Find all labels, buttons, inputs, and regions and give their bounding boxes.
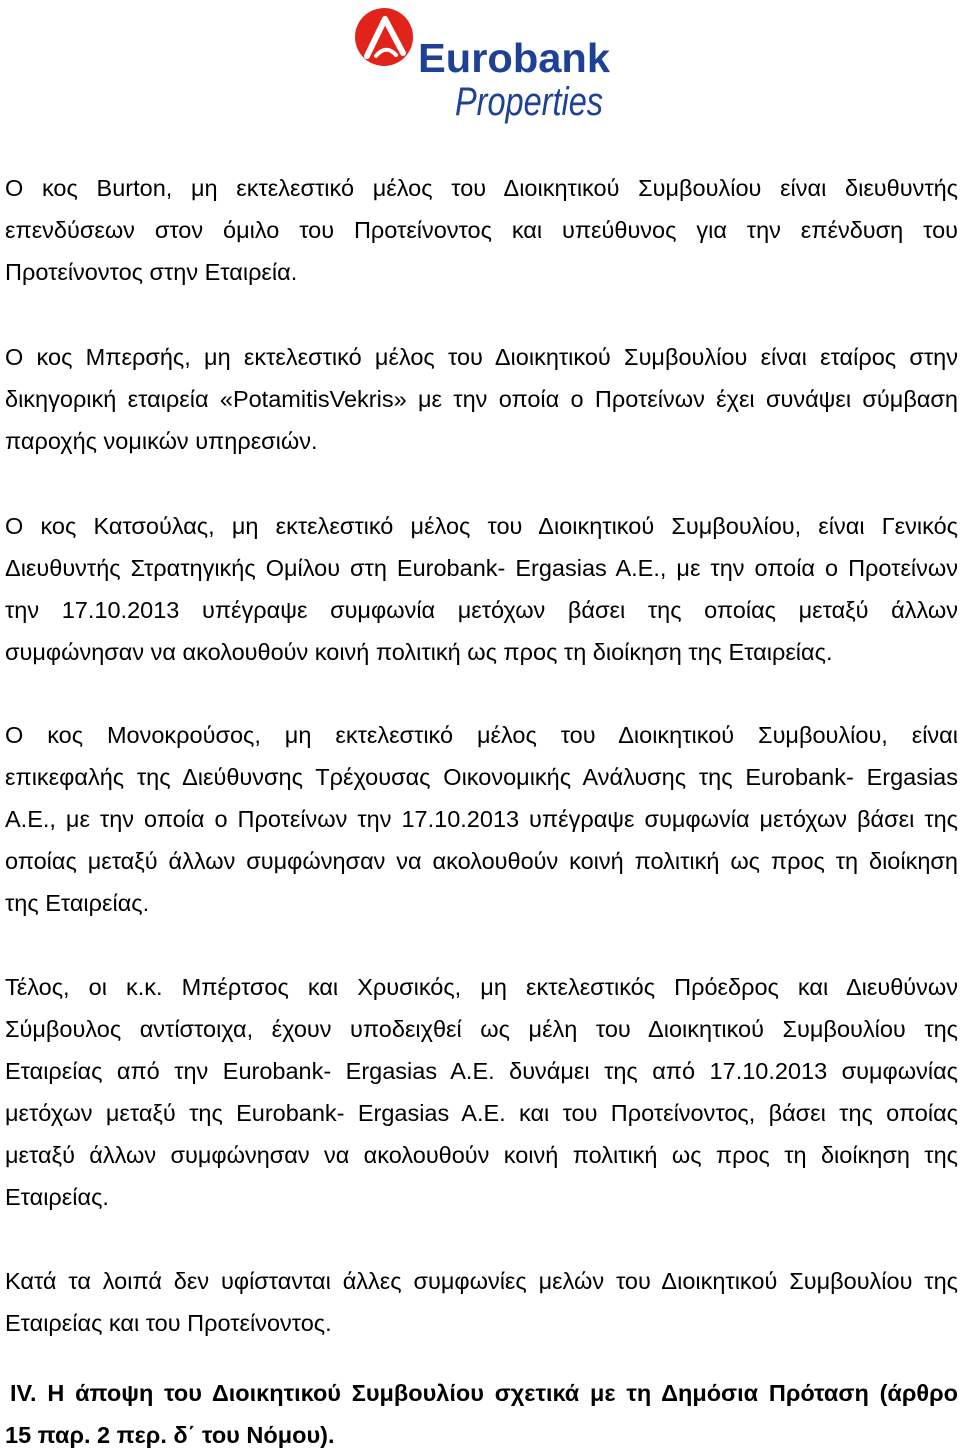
paragraph-line: μετόχων μεταξύ της Eurobank- Ergasias A.E. και του Προτείνοντος, βάσει της οποίας — [5, 1100, 958, 1126]
paragraph-line: A.E., με την οποία ο Προτείνων την 17.10.2013 υπέγραψε συμφωνία μετόχων βάσει της — [5, 806, 958, 832]
paragraph-mpertsos-chrysikos — [5, 966, 958, 1218]
paragraph-line: Προτείνοντος στην Εταιρεία. — [5, 259, 298, 285]
paragraph-line: επενδύσεων στον όμιλο του Προτείνοντος και υπεύθυνος για την επένδυση του — [5, 217, 958, 243]
paragraph-other-agreements — [5, 1260, 958, 1344]
paragraph-line: Ο κος Μονοκρούσος, μη εκτελεστικό μέλος του Διοικητικού Συμβουλίου, είναι — [5, 722, 958, 748]
paragraph-line: Ο κος Burton, μη εκτελεστικό μέλος του Διοικητικού Συμβουλίου είναι διευθυντής — [5, 175, 958, 201]
logo-graphic — [350, 0, 620, 130]
heading-line: 15 παρ. 2 περ. δ΄ του Νόμου). — [5, 1422, 335, 1448]
paragraph-line: της Εταιρείας. — [5, 890, 150, 916]
heading-line: IV. Η άποψη του Διοικητικού Συμβουλίου σχετικά με τη Δημόσια Πρόταση (άρθρο — [10, 1380, 958, 1406]
paragraph-line: Τέλος, οι κ.κ. Μπέρτσος και Χρυσικός, μη εκτελεστικός Πρόεδρος και Διευθύνων — [5, 974, 958, 1000]
paragraph-burton — [5, 167, 958, 293]
paragraph-line: Διευθυντής Στρατηγικής Ομίλου στη Eurobank- Ergasias A.E., με την οποία ο Προτείνων — [5, 555, 958, 581]
paragraph-line: οποίας μεταξύ άλλων συμφώνησαν να ακολουθούν κοινή πολιτική ως προς τη διοίκηση — [5, 848, 958, 874]
paragraph-mpersis — [5, 336, 958, 462]
paragraph-line: δικηγορική εταιρεία «PotamitisVekris» με την οποία ο Προτείνων έχει συνάψει σύμβαση — [5, 386, 958, 412]
logo-wordmark-eurobank: Eurobank — [418, 35, 611, 81]
paragraph-line: Σύμβουλος αντίστοιχα, έχουν υποδειχθεί ως μέλη του Διοικητικού Συμβουλίου της — [5, 1016, 958, 1042]
paragraph-line: την 17.10.2013 υπέγραψε συμφωνία μετόχων βάσει της οποίας μεταξύ άλλων — [5, 597, 958, 623]
paragraph-line: επικεφαλής της Διεύθυνσης Τρέχουσας Οικονομικής Ανάλυσης της Eurobank- Ergasias — [5, 764, 958, 790]
paragraph-line: παροχής νομικών υπηρεσιών. — [5, 428, 318, 454]
paragraph-line: Κατά τα λοιπά δεν υφίστανται άλλες συμφωνίες μελών του Διοικητικού Συμβουλίου της — [5, 1268, 958, 1294]
paragraph-katsoulas — [5, 505, 958, 673]
eurobank-properties-logo — [350, 0, 620, 130]
paragraph-line: μεταξύ άλλων συμφώνησαν να ακολουθούν κοινή πολιτική ως προς τη διοίκηση της — [5, 1142, 958, 1168]
paragraph-line: συμφώνησαν να ακολουθούν κοινή πολιτική ως προς τη διοίκηση της Εταιρείας. — [5, 639, 833, 665]
paragraph-monokrousos — [5, 714, 958, 924]
paragraph-line: Ο κος Μπερσής, μη εκτελεστικό μέλος του Διοικητικού Συμβουλίου είναι εταίρος στην — [5, 344, 958, 370]
logo-wordmark-properties: Properties — [455, 80, 603, 124]
paragraph-line: Εταιρείας από την Eurobank- Ergasias A.E. δυνάμει της από 17.10.2013 συμφωνίας — [5, 1058, 958, 1084]
section-heading-iv — [5, 1380, 958, 1448]
paragraph-line: Ο κος Κατσούλας, μη εκτελεστικό μέλος του Διοικητικού Συμβουλίου, είναι Γενικός — [5, 513, 958, 539]
paragraph-line: Εταιρείας και του Προτείνοντος. — [5, 1310, 332, 1336]
paragraph-line: Εταιρείας. — [5, 1184, 109, 1210]
